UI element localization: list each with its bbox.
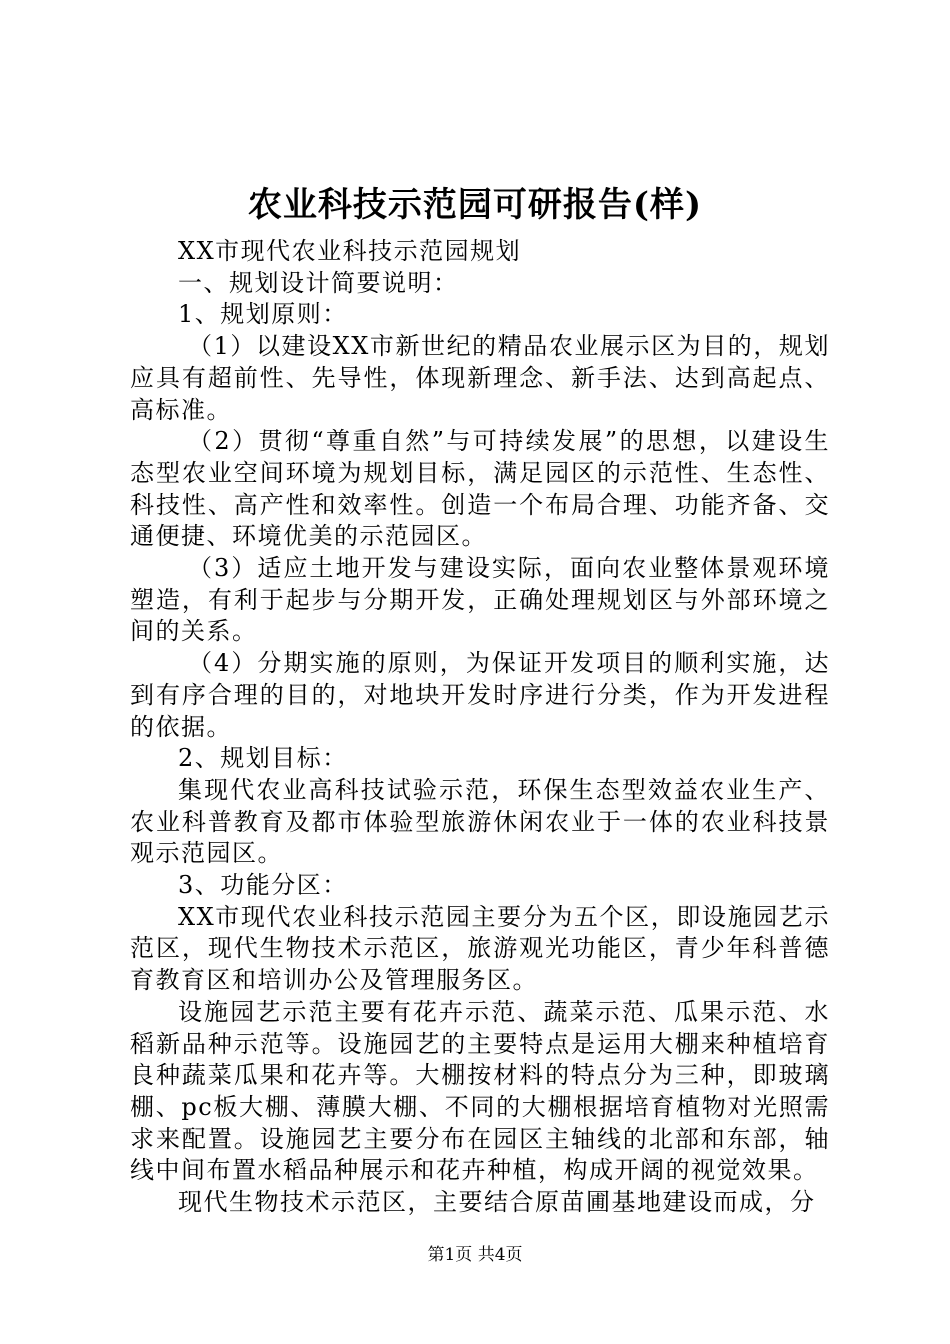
paragraph-goals: 集现代农业高科技试验示范，环保生态型效益农业生产、农业科普教育及都市体验型旅游休闲农业于一体的农业科技景观示范园区。: [130, 775, 830, 868]
heading-section-1: 一、规划设计简要说明：: [178, 268, 459, 297]
heading-principles: 1、规划原则：: [178, 300, 348, 329]
heading-zones: 3、功能分区：: [178, 871, 348, 900]
document-title: 农业科技示范园可研报告(样): [247, 185, 703, 225]
paragraph-plan-name: XX市现代农业科技示范园规划: [178, 237, 522, 265]
paragraph-principle-2: （2）贯彻“尊重自然”与可持续发展”的思想，以建设生态型农业空间环境为规划目标，满足园区的示范性、生态性、科技性、高产性和效率性。创造一个布局合理、功能齐备、交通便捷、环境优美的示范园区。: [130, 427, 830, 551]
heading-goals: 2、规划目标：: [178, 744, 348, 773]
paragraph-biotech: 现代生物技术示范区，主要结合原苗圃基地建设而成，分: [178, 1188, 816, 1217]
paragraph-principle-4: （4）分期实施的原则，为保证开发项目的顺利实施，达到有序合理的目的，对地块开发时序进行分类，作为开发进程的依据。: [130, 649, 830, 741]
document-body: [130, 236, 830, 1219]
paragraph-principle-1: （1）以建设XX市新世纪的精品农业展示区为目的，规划应具有超前性、先导性，体现新理念、新手法、达到高起点、高标准。: [130, 332, 830, 424]
paragraph-principle-3: （3）适应土地开发与建设实际，面向农业整体景观环境塑造，有利于起步与分期开发，正确处理规划区与外部环境之间的关系。: [130, 554, 830, 646]
paragraph-horticulture: 设施园艺示范主要有花卉示范、蔬菜示范、瓜果示范、水稻新品种示范等。设施园艺的主要特点是运用大棚来种植培育良种蔬菜瓜果和花卉等。大棚按材料的特点分为三种，即玻璃棚、pc板大棚、薄膜大棚、不同的大棚根据培育植物对光照需求来配置。设施园艺主要分布在园区主轴线的北部和东部，轴线中间布置水稻品种展示和花卉种植，构成开阔的视觉效果。: [130, 997, 830, 1185]
paragraph-zones: XX市现代农业科技示范园主要分为五个区，即设施园艺示范区，现代生物技术示范区，旅游观光功能区，青少年科普德育教育区和培训办公及管理服务区。: [130, 902, 830, 995]
page-footer: 第1页 共4页: [427, 1245, 523, 1265]
